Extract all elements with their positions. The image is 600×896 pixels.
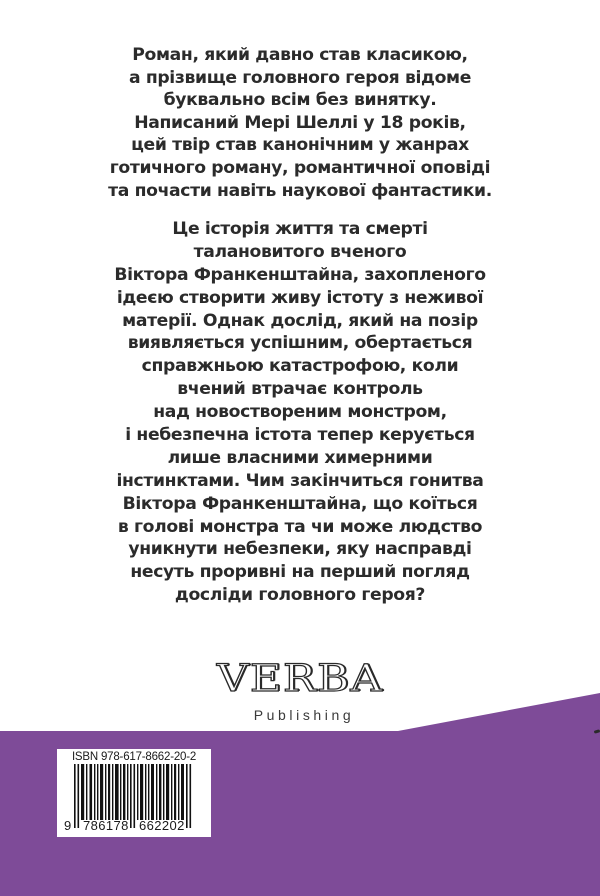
isbn-barcode-label [57, 749, 211, 837]
blurb-line: матерії. Однак дослід, який на позір [122, 310, 478, 331]
barcode-digit-first: 9 [64, 818, 72, 833]
blurb-line: готичного роману, романтичної оповіді [109, 157, 491, 178]
blurb-line: інстинктами. Чим закінчиться гонитва [116, 470, 484, 491]
blurb-line: цей твір став канонічним у жанрах [131, 135, 469, 156]
blurb-line: в голові монстра та чи може людство [117, 516, 483, 537]
blurb-line: і небезпечна істота тепер керується [125, 425, 475, 446]
blurb-line: буквально всім без винятку. [163, 90, 437, 111]
blurb-line: а прізвище головного героя відоме [128, 67, 472, 88]
publisher-logo: VERBA [216, 656, 384, 701]
blurb-line: Це історія життя та смерті [172, 219, 428, 239]
barcode-digits-left: 786178 [83, 818, 129, 833]
blurb-line: талановитого вченого [193, 241, 407, 262]
blurb-line: Роман, який давно став класикою, [132, 45, 468, 65]
blurb-line: досліди головного героя? [174, 585, 426, 606]
isbn-text: ISBN 978-617-8662-20-2 [71, 751, 197, 763]
blurb-line: над новоствореним монстром, [153, 402, 447, 423]
barcode-digits-right: 662202 [139, 818, 185, 833]
blurb-line: уникнути небезпеки, яку насправді [128, 539, 472, 560]
blurb-line: виявляється успішним, обертається [127, 333, 473, 354]
blurb-line: вчений втрачає контроль [177, 379, 423, 400]
blurb-line: Віктора Франкенштайна, захопленого [114, 264, 486, 285]
blurb-line: ідеєю створити живу істоту з неживої [116, 287, 484, 308]
blurb-line: несуть проривні на перший погляд [130, 562, 470, 583]
blurb-line: Написаний Мері Шеллі у 18 років, [134, 112, 466, 133]
blurb-line: лише власними химерними [167, 447, 433, 468]
barcode-icon [57, 749, 211, 837]
publisher-subtitle: Publishing [253, 707, 355, 723]
blurb-line: Віктора Франкенштайна, що коїться [122, 493, 478, 514]
blurb-line: справжньою катастрофою, коли [141, 356, 459, 377]
blurb-line: та почасти навіть наукової фантастики. [108, 180, 492, 201]
